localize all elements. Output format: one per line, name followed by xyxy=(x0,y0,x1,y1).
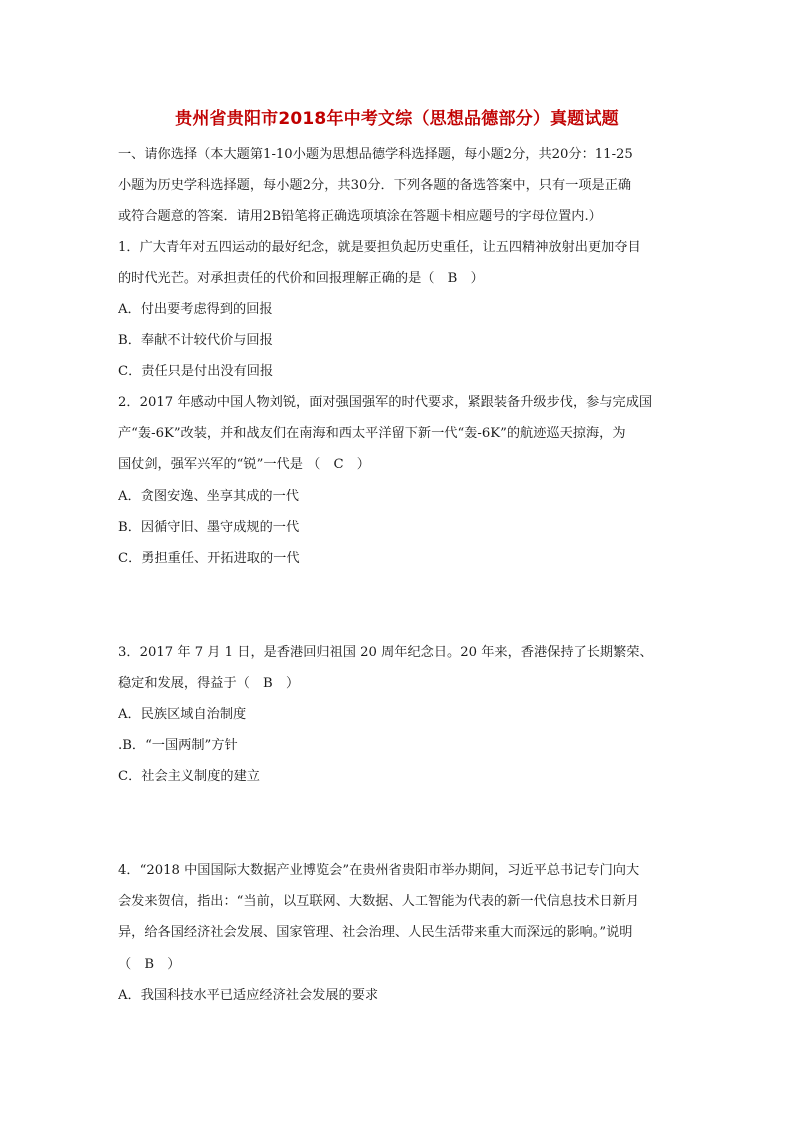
question-2-option-b: B．因循守旧、墨守成规的一代 xyxy=(118,520,300,535)
question-4-stem-line-1: 4．“2018 中国国际大数据产业博览会”在贵州省贵阳市举办期间，习近平总书记专门向大 xyxy=(118,863,640,878)
question-4-stem-line-2: 会发来贺信，指出：“当前，以互联网、大数据、人工智能为代表的新一代信息技术日新月 xyxy=(118,894,640,909)
question-2-option-a: A．贪图安逸、坐享其成的一代 xyxy=(118,489,299,504)
question-3-option-b: .B．“一国两制”方针 xyxy=(118,738,238,753)
question-3-stem-line-2: 稳定和发展，得益于（ B ） xyxy=(118,676,300,691)
question-2-option-c: C．勇担重任、开拓进取的一代 xyxy=(118,551,300,566)
section-instruction-line-3: 或符合题意的答案．请用2B铅笔将正确选项填涂在答题卡相应题号的字母位置内.） xyxy=(118,209,602,224)
section-instruction-line-2: 小题为历史学科选择题，每小题2分，共30分．下列各题的备选答案中，只有一项是正确 xyxy=(118,178,632,193)
question-2-stem-line-2: 产“轰-6K”改装，并和战友们在南海和西太平洋留下新一代“轰-6K”的航迹巡天掠海，为 xyxy=(118,426,626,441)
question-3-option-a: A．民族区域自治制度 xyxy=(118,707,247,722)
question-1-option-b: B．奉献不计较代价与回报 xyxy=(118,333,273,348)
question-3-option-c: C．社会主义制度的建立 xyxy=(118,769,260,784)
question-2-stem-line-1: 2．2017 年感动中国人物刘锐，面对强国强军的时代要求，紧跟装备升级步伐，参与完成国 xyxy=(118,395,653,410)
document-title: 贵州省贵阳市2018年中考文综（思想品德部分）真题试题 xyxy=(175,109,619,129)
question-2-stem-line-3: 国仗剑，强军兴军的“锐”一代是 （ C ） xyxy=(118,457,370,472)
question-3-stem-line-1: 3．2017 年 7 月 1 日，是香港回归祖国 20 周年纪念日。20 年来，香港保持了长期繁荣、 xyxy=(118,645,653,660)
question-4-stem-line-4: （ B ） xyxy=(118,957,181,972)
question-1-option-a: A．付出要考虑得到的回报 xyxy=(118,302,273,317)
question-4-option-a: A．我国科技水平已适应经济社会发展的要求 xyxy=(118,988,379,1003)
question-4-stem-line-3: 异，给各国经济社会发展、国家管理、社会治理、人民生活带来重大而深远的影响。”说明 xyxy=(118,925,633,940)
question-1-stem-line-2: 的时代光芒。对承担责任的代价和回报理解正确的是（ B ） xyxy=(118,271,484,286)
question-1-option-c: C．责任只是付出没有回报 xyxy=(118,364,274,379)
question-1-stem-line-1: 1．广大青年对五四运动的最好纪念，就是要担负起历史重任，让五四精神放射出更加夺目 xyxy=(118,240,641,255)
section-instruction-line-1: 一、请你选择（本大题第1-10小题为思想品德学科选择题，每小题2分，共20分：11-25 xyxy=(118,147,633,162)
